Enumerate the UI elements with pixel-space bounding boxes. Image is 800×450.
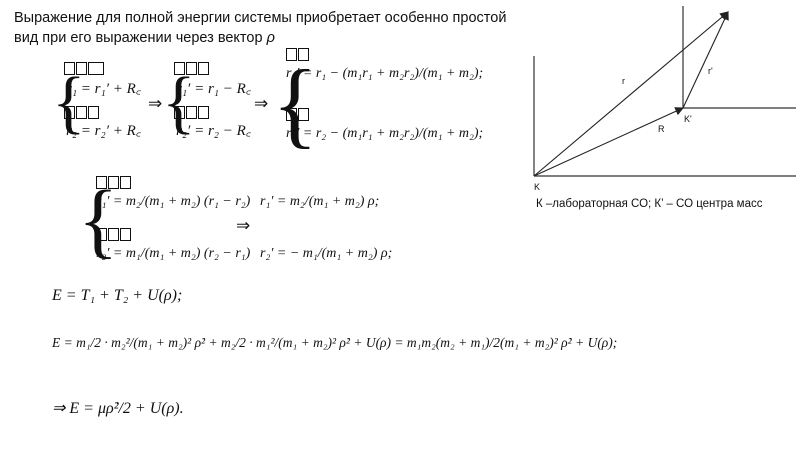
implies-arrow-1: ⇒	[148, 94, 163, 113]
eq-row1d	[176, 120, 251, 140]
eq-text-row1f: r₂′ = r₂ − (m₁r₁ + m₂r₂)/(m₁ + m₂);	[286, 126, 484, 141]
eq-row1e	[286, 66, 483, 82]
eq-energy-1	[52, 287, 182, 305]
label-K-prime: K'	[684, 114, 692, 124]
eq-text-row2c: r₁′ = m₂/(m₁ + m₂) ρ;	[260, 194, 380, 209]
implies-arrow-2: ⇒	[254, 94, 269, 113]
eq-text-row2d: r₂′ = − m₁/(m₁ + m₂) ρ;	[260, 246, 393, 261]
eq-row1c	[176, 78, 251, 98]
eq-energy-2	[52, 335, 617, 351]
eq-text-row1e: r₁′ = r₁ − (m₁r₁ + m₂r₂)/(m₁ + m₂);	[286, 66, 484, 81]
vector-r-prime	[683, 12, 728, 108]
heading-vector-rho: ρ	[266, 30, 275, 46]
eq-text-energy-2: E = m₁/2 · m₂²/(m₁ + m₂)² ρ̇² + m₂/2 · m₁²/(m₁ + m₂)² ρ̇² + U(ρ) = m₁m₂(m₂ + m₁)/2(m₁ + m₂)² ρ̇² + U(ρ);	[52, 335, 618, 350]
eq-text-energy-3: ⇒ E = μρ̇²/2 + U(ρ).	[52, 400, 184, 417]
eq-text-row1a: r₁ = r₁′ + R꜀	[66, 81, 141, 97]
implies-arrow-3: ⇒	[236, 216, 251, 235]
reference-frames-diagram	[520, 0, 800, 200]
diagram-caption: К –лабораторная СО; К’ – СО центра масс	[536, 198, 763, 210]
label-r-prime: r'	[708, 66, 713, 76]
brace-2: {	[162, 64, 196, 141]
eq-text-row2a: r₁′ = m₂/(m₁ + m₂) (r₁ − r₂)	[96, 194, 251, 209]
eq-row2b	[96, 246, 250, 262]
eq-row1a	[66, 78, 141, 98]
brace-4: {	[78, 174, 119, 267]
eq-energy-3	[52, 398, 184, 418]
vector-R	[534, 108, 683, 176]
eq-text-row1d: r₂′ = r₂ − R꜀	[176, 123, 251, 139]
brace-1: {	[52, 64, 86, 141]
eq-text-row1b: r₂ = r₂′ + R꜀	[66, 123, 141, 139]
eq-row2a	[96, 194, 250, 210]
eq-row1b	[66, 120, 141, 140]
eq-text-energy-1: E = T₁ + T₂ + U(ρ);	[52, 287, 183, 304]
slide-heading	[14, 8, 514, 48]
eq-row2d	[260, 246, 392, 262]
brace-3: {	[272, 50, 319, 157]
heading-text: Выражение для полной энергии системы приобретает особенно простой вид при его выражении через вектор	[14, 10, 507, 46]
label-R: R	[658, 124, 665, 134]
label-r: r	[622, 76, 625, 86]
vector-r	[534, 12, 728, 176]
label-K: K	[534, 182, 541, 192]
eq-row2c	[260, 194, 379, 210]
eq-row1f	[286, 126, 483, 142]
eq-text-row2b: r₂′ = m₁/(m₁ + m₂) (r₂ − r₁)	[96, 246, 251, 261]
eq-text-row1c: r₁′ = r₁ − R꜀	[176, 81, 251, 97]
